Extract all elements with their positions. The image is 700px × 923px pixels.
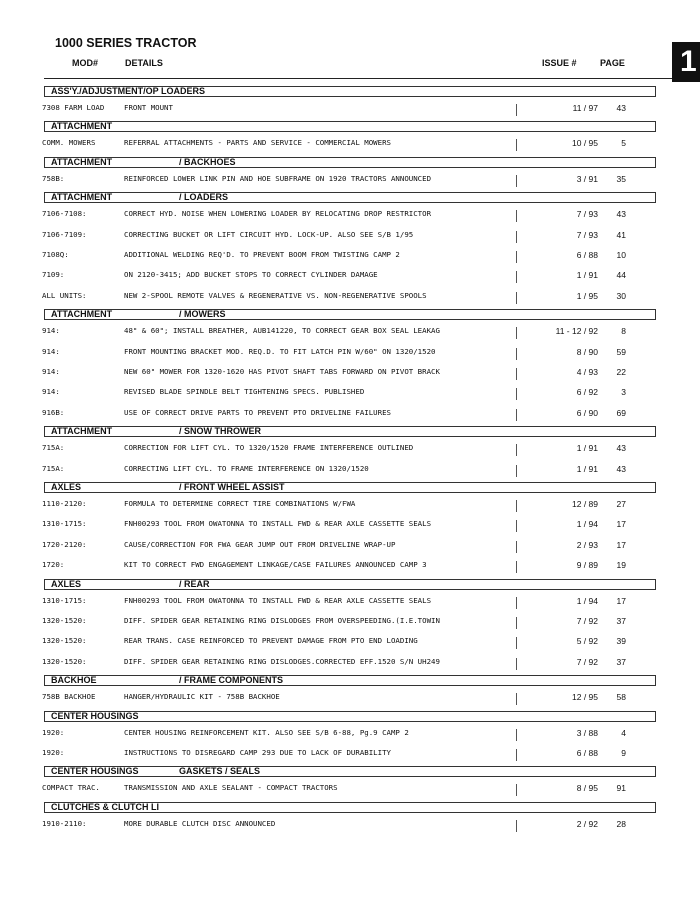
section-header <box>44 426 656 437</box>
page-number: 30 <box>616 290 626 301</box>
section-subcategory: / REAR <box>179 578 210 589</box>
col-header-details: DETAILS <box>125 58 163 68</box>
details-text: HANGER/HYDRAULIC KIT - 758B BACKHOE <box>124 692 280 702</box>
details-text: REFERRAL ATTACHMENTS - PARTS AND SERVICE - COMMERCIAL MOWERS <box>124 138 391 148</box>
table-row <box>0 463 700 475</box>
details-text: FRONT MOUNTING BRACKET MOD. REQ.D. TO FIT LATCH PIN W/60" ON 1320/1520 <box>124 346 436 356</box>
column-divider <box>516 388 517 400</box>
column-divider <box>516 729 517 741</box>
issue-number: 11 / 97 <box>572 103 598 113</box>
mod-number: 1920: <box>42 748 65 757</box>
page-number: 39 <box>616 636 626 647</box>
page-number: 19 <box>616 560 626 571</box>
mod-number: ALL UNITS: <box>42 290 87 300</box>
page-number: 43 <box>616 209 626 220</box>
page-number: 37 <box>616 656 626 667</box>
page-number: 91 <box>616 783 626 794</box>
details-text: REINFORCED LOWER LINK PIN AND HOE SUBFRAME ON 1920 TRACTORS ANNOUNCED <box>124 173 432 183</box>
details-text: FRONT MOUNT <box>124 103 173 112</box>
page-number: 22 <box>616 367 626 377</box>
page-number: 10 <box>616 250 626 260</box>
section-category: ATTACHMENT <box>51 309 113 320</box>
issue-number: 12 / 89 <box>572 499 598 509</box>
mod-number: 1310-1715: <box>42 519 87 529</box>
section-header <box>44 802 656 813</box>
section-category: CENTER HOUSINGS <box>51 766 139 777</box>
table-row <box>0 269 700 281</box>
section-subcategory: GASKETS / SEALS <box>179 766 261 777</box>
details-text: CORRECTION FOR LIFT CYL. TO 1320/1520 FRAME INTERFERENCE OUTLINED <box>124 443 414 453</box>
issue-number: 5 / 92 <box>576 636 598 647</box>
column-divider <box>516 820 517 832</box>
section-category: ATTACHMENT <box>51 156 113 167</box>
table-row <box>0 346 700 358</box>
mod-number: 1910-2110: <box>42 818 87 828</box>
table-row <box>0 559 700 571</box>
details-text: FORMULA TO DETERMINE CORRECT TIRE COMBINATIONS W/FWA <box>124 499 356 508</box>
issue-number: 10 / 95 <box>572 138 598 149</box>
section-category: CENTER HOUSINGS <box>51 710 139 721</box>
mod-number: 715A: <box>42 463 65 473</box>
details-text: KIT TO CORRECT FWD ENGAGEMENT LINKAGE/CASE FAILURES ANNOUNCED CAMP 3 <box>124 560 427 570</box>
page-number: 17 <box>616 595 626 606</box>
details-text: FNH00293 TOOL FROM OWATONNA TO INSTALL FWD & REAR AXLE CASSETTE SEALS <box>124 519 432 529</box>
page-number: 43 <box>616 463 626 474</box>
issue-number: 3 / 91 <box>576 173 598 184</box>
mod-number: 7308 FARM LOAD <box>42 103 105 112</box>
page-number: 69 <box>616 407 626 418</box>
table-row <box>0 727 700 739</box>
table-row <box>0 518 700 530</box>
issue-number: 1 / 95 <box>576 290 598 301</box>
column-divider <box>516 561 517 573</box>
details-text: CORRECT HYD. NOISE WHEN LOWERING LOADER BY RELOCATING DROP RESTRICTOR <box>124 209 432 219</box>
section-header <box>44 766 656 777</box>
mod-number: 1110-2120: <box>42 499 87 508</box>
details-text: 48" & 60"; INSTALL BREATHER, AUB141220, TO CORRECT GEAR BOX SEAL LEAKAG <box>124 326 440 336</box>
section-header <box>44 157 656 168</box>
issue-number: 1 / 91 <box>576 443 598 454</box>
section-header <box>44 711 656 722</box>
page-number: 59 <box>616 346 626 357</box>
page-number: 3 <box>621 387 626 398</box>
page-number: 43 <box>616 443 626 454</box>
mod-number: COMPACT TRAC. <box>42 783 100 793</box>
page-number: 17 <box>616 519 626 530</box>
page-title: 1000 SERIES TRACTOR <box>55 36 197 50</box>
page-number: 17 <box>616 539 626 550</box>
mod-number: 914: <box>42 346 60 356</box>
section-header <box>44 121 656 132</box>
mod-number: 916B: <box>42 407 65 417</box>
col-header-mod: MOD# <box>72 58 99 68</box>
table-row <box>0 595 700 607</box>
section-subcategory: / MOWERS <box>179 309 226 320</box>
issue-number: 6 / 88 <box>576 250 598 260</box>
mod-number: 1920: <box>42 727 65 737</box>
section-subcategory: / FRAME COMPONENTS <box>179 675 284 686</box>
table-row <box>0 615 700 627</box>
details-text: CAUSE/CORRECTION FOR FWA GEAR JUMP OUT FROM DRIVELINE WRAP-UP <box>124 539 396 549</box>
column-divider <box>516 597 517 609</box>
table-row <box>0 249 700 261</box>
issue-number: 8 / 95 <box>576 783 598 794</box>
table-row <box>0 229 700 241</box>
section-category: ATTACHMENT <box>51 426 113 437</box>
column-divider <box>516 210 517 222</box>
column-divider <box>516 271 517 283</box>
page-number: 5 <box>621 138 626 149</box>
mod-number: 758B: <box>42 173 65 183</box>
column-divider <box>516 693 517 705</box>
table-row <box>0 656 700 668</box>
mod-number: 914: <box>42 367 60 376</box>
details-text: DIFF. SPIDER GEAR RETAINING RING DISLODGES FROM OVERSPEEDING.(I.E.TOWIN <box>124 616 440 625</box>
section-category: AXLES <box>51 578 82 589</box>
issue-number: 1 / 94 <box>576 519 598 530</box>
column-divider <box>516 637 517 649</box>
mod-number: 1320-1520: <box>42 656 87 666</box>
column-divider <box>516 348 517 360</box>
table-row <box>0 782 700 794</box>
section-subcategory: / BACKHOES <box>179 156 236 167</box>
table-row <box>0 208 700 220</box>
details-text: NEW 60" MOWER FOR 1320-1620 HAS PIVOT SHAFT TABS FORWARD ON PIVOT BRACK <box>124 367 440 376</box>
section-header <box>44 579 656 590</box>
section-header <box>44 192 656 203</box>
page-number: 35 <box>616 173 626 184</box>
section-category: CLUTCHES & CLUTCH LI <box>51 801 159 812</box>
details-text: CORRECTING LIFT CYL. TO FRAME INTERFERENCE ON 1320/1520 <box>124 463 369 473</box>
issue-number: 1 / 91 <box>576 463 598 474</box>
column-divider <box>516 520 517 532</box>
mod-number: 1720: <box>42 560 65 570</box>
column-divider <box>516 444 517 456</box>
column-divider <box>516 749 517 761</box>
table-row <box>0 539 700 551</box>
mod-number: COMM. MOWERS <box>42 138 96 148</box>
table-row <box>0 818 700 830</box>
issue-number: 12 / 95 <box>572 692 598 703</box>
details-text: FNH00293 TOOL FROM OWATONNA TO INSTALL FWD & REAR AXLE CASSETTE SEALS <box>124 595 432 605</box>
page-number: 44 <box>616 270 626 281</box>
page-number: 8 <box>621 326 626 337</box>
details-text: REAR TRANS. CASE REINFORCED TO PREVENT DAMAGE FROM PTO END LOADING <box>124 636 418 646</box>
page-number: 27 <box>616 499 626 509</box>
column-divider <box>516 409 517 421</box>
column-divider <box>516 465 517 477</box>
column-divider <box>516 541 517 553</box>
details-text: USE OF CORRECT DRIVE PARTS TO PREVENT PTO DRIVELINE FAILURES <box>124 407 391 417</box>
mod-number: 7106-7108: <box>42 209 87 219</box>
section-header <box>44 482 656 493</box>
table-row <box>0 290 700 302</box>
section-subcategory: / FRONT WHEEL ASSIST <box>179 482 285 492</box>
mod-number: 7109: <box>42 270 65 280</box>
table-row <box>0 102 700 114</box>
issue-number: 7 / 93 <box>576 209 598 220</box>
table-row <box>0 442 700 454</box>
section-header <box>44 675 656 686</box>
page-number: 58 <box>616 692 626 703</box>
mod-number: 7108Q: <box>42 250 69 259</box>
section-subcategory: / SNOW THROWER <box>179 426 261 437</box>
issue-number: 1 / 94 <box>576 595 598 606</box>
page-number: 4 <box>621 727 626 738</box>
issue-number: 3 / 88 <box>576 727 598 738</box>
section-category: ATTACHMENT <box>51 121 113 132</box>
issue-number: 4 / 93 <box>576 367 598 377</box>
issue-number: 9 / 89 <box>576 560 598 571</box>
details-text: ON 2120-3415; ADD BUCKET STOPS TO CORRECT CYLINDER DAMAGE <box>124 270 378 280</box>
page-number: 41 <box>616 229 626 240</box>
page-number: 37 <box>616 616 626 626</box>
issue-number: 6 / 90 <box>576 407 598 418</box>
table-row <box>0 173 700 185</box>
col-header-issue: ISSUE # <box>542 58 577 68</box>
section-category: ATTACHMENT <box>51 192 113 203</box>
mod-number: 914: <box>42 326 60 336</box>
column-divider <box>516 327 517 339</box>
mod-number: 1320-1520: <box>42 616 87 625</box>
mod-number: 1720-2120: <box>42 539 87 549</box>
column-divider <box>516 139 517 151</box>
details-text: ADDITIONAL WELDING REQ'D. TO PREVENT BOOM FROM TWISTING CAMP 2 <box>124 250 400 259</box>
column-divider <box>516 251 517 263</box>
issue-number: 8 / 90 <box>576 346 598 357</box>
column-divider <box>516 368 517 380</box>
page-number: 9 <box>621 748 626 758</box>
table-row <box>0 691 700 703</box>
section-category: ASS'Y./ADJUSTMENT/OP LOADERS <box>51 86 205 96</box>
column-divider <box>516 292 517 304</box>
table-row <box>0 407 700 419</box>
column-divider <box>516 617 517 629</box>
issue-number: 1 / 91 <box>576 270 598 281</box>
column-divider <box>516 231 517 243</box>
table-row <box>0 386 700 398</box>
section-subcategory: / LOADERS <box>179 192 229 203</box>
details-text: CENTER HOUSING REINFORCEMENT KIT. ALSO SEE S/B 6-88, Pg.9 CAMP 2 <box>124 727 409 737</box>
column-divider <box>516 784 517 796</box>
chapter-tab: 1 <box>672 42 700 82</box>
page-number: 43 <box>616 103 626 113</box>
section-category: AXLES <box>51 482 82 492</box>
details-text: REVISED BLADE SPINDLE BELT TIGHTENING SPECS. PUBLISHED <box>124 387 365 397</box>
mod-number: 7106-7109: <box>42 229 87 239</box>
table-row <box>0 325 700 337</box>
table-row <box>0 137 700 149</box>
header-rule <box>44 78 700 79</box>
issue-number: 7 / 92 <box>576 616 598 626</box>
details-text: TRANSMISSION AND AXLE SEALANT - COMPACT TRACTORS <box>124 783 338 793</box>
issue-number: 11 - 12 / 92 <box>555 326 598 337</box>
issue-number: 2 / 93 <box>576 539 598 550</box>
column-divider <box>516 658 517 670</box>
column-divider <box>516 104 517 116</box>
details-text: CORRECTING BUCKET OR LIFT CIRCUIT HYD. LOCK-UP. ALSO SEE S/B 1/95 <box>124 229 414 239</box>
mod-number: 1310-1715: <box>42 595 87 605</box>
issue-number: 2 / 92 <box>576 818 598 829</box>
mod-number: 715A: <box>42 443 65 453</box>
column-divider <box>516 175 517 187</box>
table-row <box>0 747 700 759</box>
issue-number: 6 / 88 <box>576 748 598 758</box>
details-text: DIFF. SPIDER GEAR RETAINING RING DISLODGES.CORRECTED EFF.1520 S/N UH249 <box>124 656 440 666</box>
issue-number: 6 / 92 <box>576 387 598 398</box>
issue-number: 7 / 92 <box>576 656 598 667</box>
table-row <box>0 498 700 510</box>
section-category: BACKHOE <box>51 675 97 686</box>
details-text: NEW 2-SPOOL REMOTE VALVES & REGENERATIVE VS. NON-REGENERATIVE SPOOLS <box>124 290 427 300</box>
details-text: MORE DURABLE CLUTCH DISC ANNOUNCED <box>124 818 276 828</box>
details-text: INSTRUCTIONS TO DISREGARD CAMP 293 DUE TO LACK OF DURABILITY <box>124 748 391 757</box>
column-divider <box>516 500 517 512</box>
page-number: 28 <box>616 818 626 829</box>
col-header-page: PAGE <box>600 58 625 68</box>
section-header <box>44 86 656 97</box>
table-row <box>0 366 700 378</box>
section-header <box>44 309 656 320</box>
table-row <box>0 635 700 647</box>
mod-number: 914: <box>42 387 60 397</box>
mod-number: 758B BACKHOE <box>42 692 96 702</box>
issue-number: 7 / 93 <box>576 229 598 240</box>
mod-number: 1320-1520: <box>42 636 87 646</box>
